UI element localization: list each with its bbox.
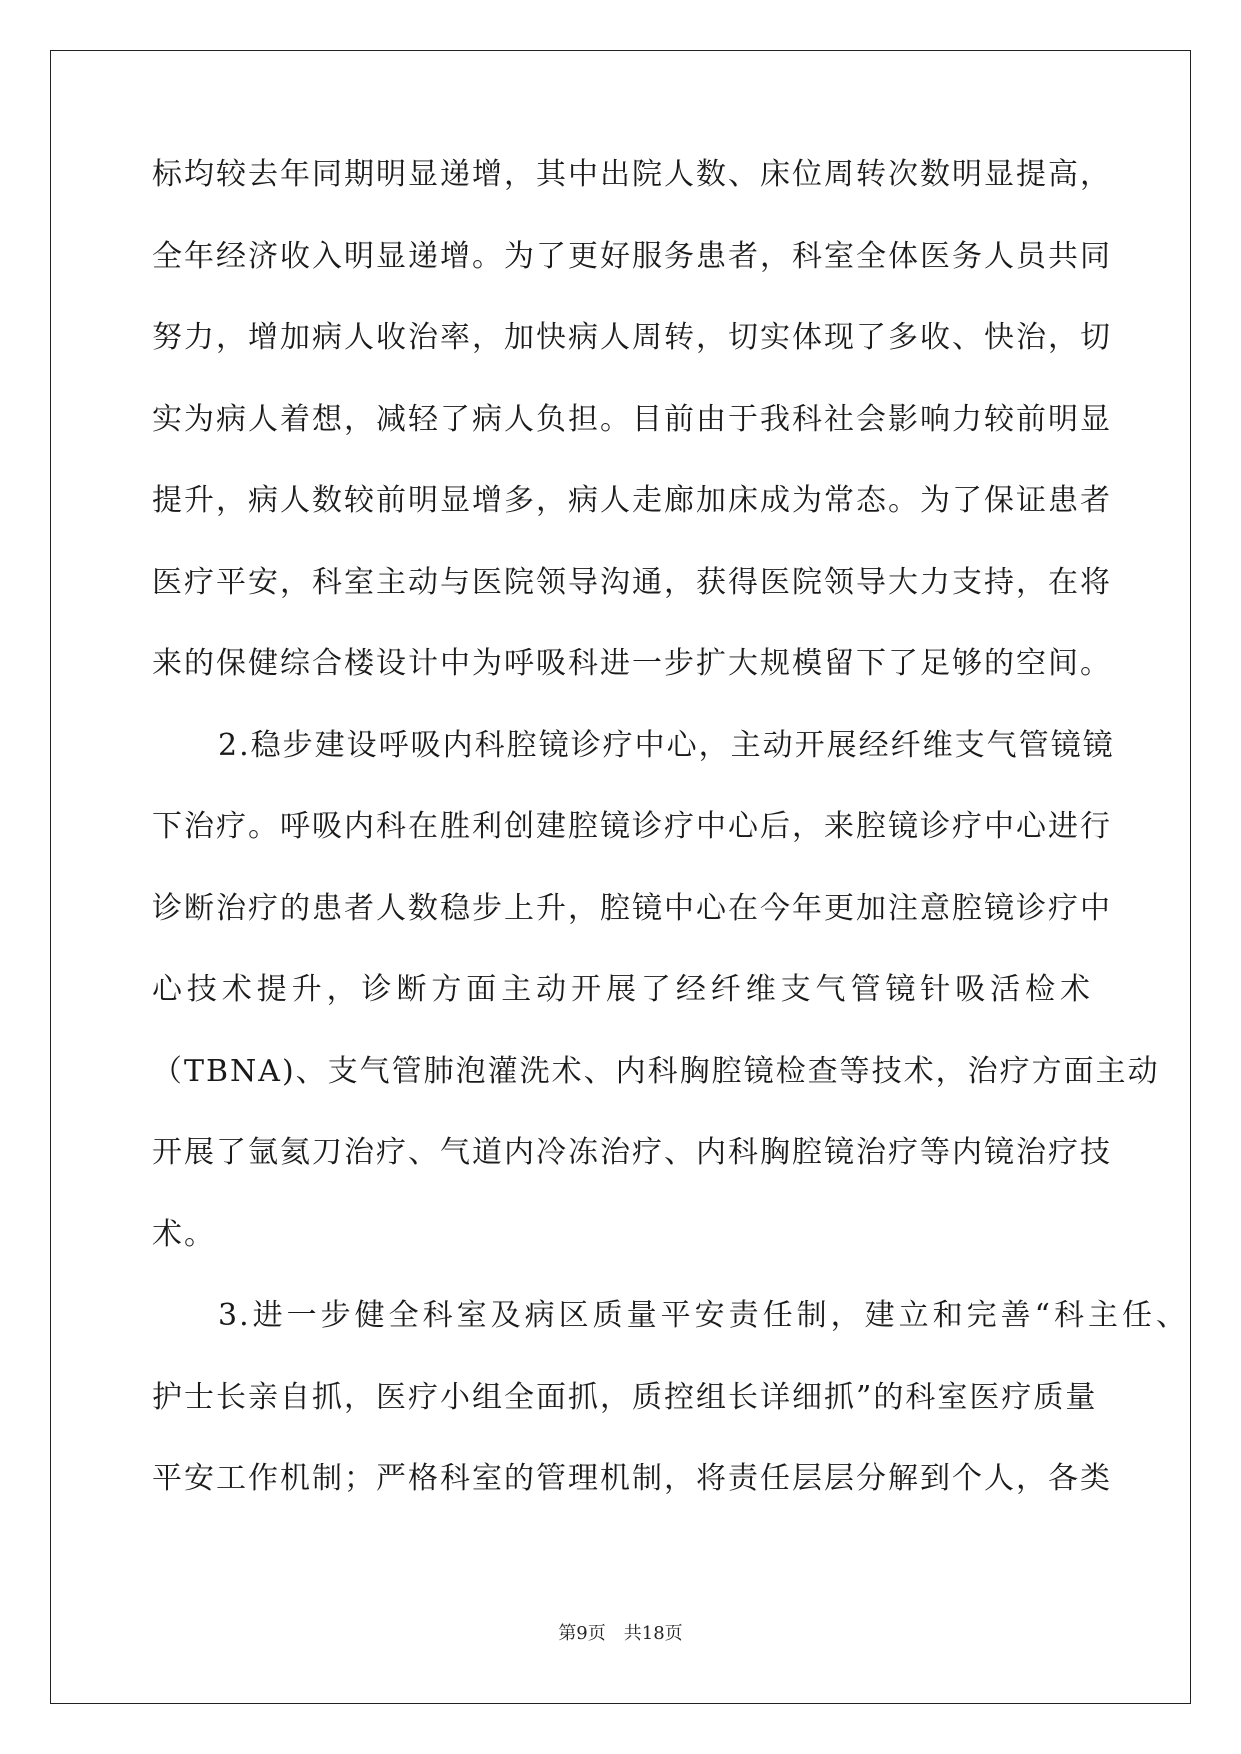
page-number: 第9页 <box>558 1623 606 1644</box>
text-line: 实为病人着想，减轻了病人负担。目前由于我科社会影响力较前明显 <box>152 401 1112 437</box>
text-line: 努力，增加病人收治率，加快病人周转，切实体现了多收、快治，切 <box>152 320 1112 355</box>
text-line: 标均较去年同期明显递增，其中出院人数、床位周转次数明显提高， <box>152 157 1112 192</box>
text-line: 提升，病人数较前明显增多，病人走廊加床成为常态。为了保证患者 <box>152 483 1112 518</box>
page-total: 共18页 <box>623 1623 683 1644</box>
text-line: 术。 <box>152 1216 216 1252</box>
text-line: 来的保健综合楼设计中为呼吸科进一步扩大规模留下了足够的空间。 <box>152 646 1112 681</box>
text-line: 开展了氩氦刀治疗、气道内冷冻治疗、内科胸腔镜治疗等内镜治疗技 <box>152 1135 1112 1170</box>
text-line: 心技术提升，诊断方面主动开展了经纤维支气管镜针吸活检术 <box>152 972 1092 1007</box>
paragraph-start-line: 3.进一步健全科室及病区质量平安责任制，建立和完善“科主任、 <box>218 1298 1188 1333</box>
text-line: 诊断治疗的患者人数稳步上升，腔镜中心在今年更加注意腔镜诊疗中 <box>152 890 1112 926</box>
paragraph-start-line: 2.稳步建设呼吸内科腔镜诊疗中心，主动开展经纤维支气管镜镜 <box>218 727 1115 763</box>
document-body <box>152 155 1188 1541</box>
page-footer <box>0 1622 1241 1646</box>
text-line: （TBNA)、支气管肺泡灌洗术、内科胸腔镜检查等技术，治疗方面主动 <box>152 1053 1160 1089</box>
text-line: 全年经济收入明显递增。为了更好服务患者，科室全体医务人员共同 <box>152 238 1112 274</box>
text-line: 下治疗。呼吸内科在胜利创建腔镜诊疗中心后，来腔镜诊疗中心进行 <box>152 809 1112 844</box>
text-line: 医疗平安，科室主动与医院领导沟通，获得医院领导大力支持，在将 <box>152 564 1112 600</box>
text-line: 平安工作机制；严格科室的管理机制，将责任层层分解到个人，各类 <box>152 1461 1112 1496</box>
text-line: 护士长亲自抓，医疗小组全面抓，质控组长详细抓”的科室医疗质量 <box>152 1379 1098 1415</box>
